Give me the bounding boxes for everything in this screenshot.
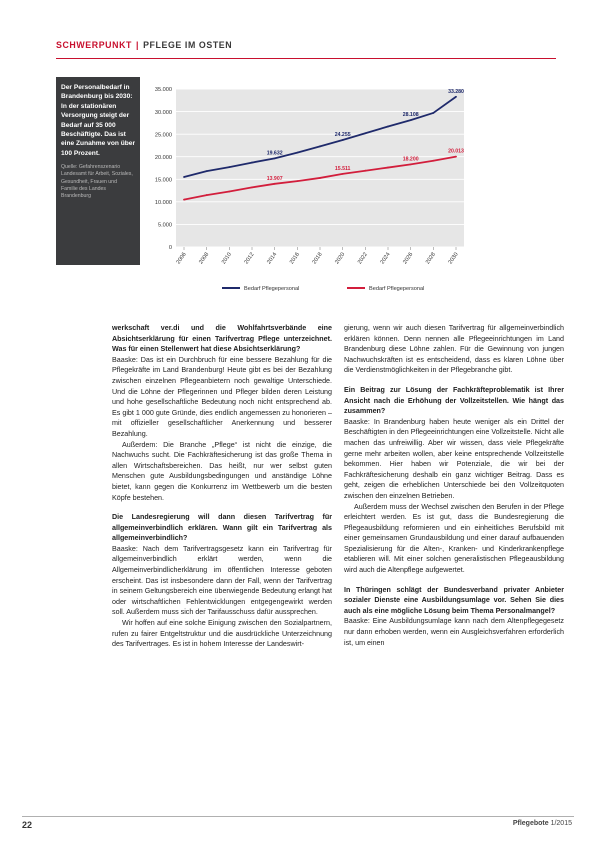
x-tick-label: 2028 — [424, 251, 437, 266]
y-tick-label: 0 — [168, 245, 172, 252]
y-tick-label: 20.000 — [154, 154, 172, 161]
body-paragraph: Außerdem: Die Branche „Pflege“ ist nicht die einzige, die Nachwuchs sucht. Die Fachkräftesicherung ist das große Thema in allen Wirtschaftsbereichen. Das heißt, nur wer selbst guten Menschen gute Ausbildungsbedingungen und anständige Löhne bietet, kann gegen die Konkurrenz im Wettbewerb um die besten Köpfe bestehen. — [112, 440, 332, 502]
series-2-point — [410, 163, 412, 165]
legend-label: Bedarf Pflegepersonal — [369, 286, 425, 292]
x-tick-label: 2026 — [402, 251, 415, 266]
body-paragraph: Baaske: In Brandenburg haben heute weniger als ein Drittel der Beschäftigten in den Pflegeeinrichtungen eine Vollzeitstelle. Nicht alle machen das unfreiwillig. Aber wir wissen, dass viele Pflegekräfte gerne mehr arbeiten wollen, aber keine entsprechende Vollzeitstelle bekommen. Hier haben wir Potenziale, die wir bei der Fachkräftesicherung deshalb ein ganz wichtiger Beitrag. Dass es geht, zeigen die erheblichen Unterschiede bei den Vollzeitquoten zwischen den einzelnen Betrieben. — [344, 417, 564, 500]
x-tick-label: 2024 — [379, 251, 392, 266]
header-rule — [56, 58, 556, 59]
chart-info-box — [56, 77, 140, 265]
series-1-point — [387, 126, 389, 128]
series-1-point — [183, 176, 185, 178]
body-paragraph: Baaske: Eine Ausbildungsumlage kann nach dem Altenpflegegesetz nur dann erhoben werden, wenn ein Ausgleichsverfahren erforderlich ist, um einen — [344, 617, 564, 647]
data-label: 20.013 — [448, 148, 464, 155]
interview-question: Ein Beitrag zur Lösung der Fachkräfteproblematik ist Ihrer Ansicht nach die Erhöhung der Vollzeitstellen. Wie hängt das zusammen? — [344, 385, 564, 416]
y-tick-label: 25.000 — [154, 132, 172, 139]
x-tick-label: 2014 — [266, 251, 279, 266]
series-1-point — [206, 170, 208, 172]
x-tick-label: 2030 — [447, 251, 460, 266]
series-1-point — [342, 139, 344, 141]
data-label: 33.280 — [448, 88, 464, 95]
legend-label: Bedarf Pflegepersonal — [244, 286, 300, 292]
section-separator: | — [136, 40, 140, 50]
magazine-name: Pflegebote — [512, 820, 549, 827]
article-column-right — [344, 323, 564, 648]
series-2-point — [251, 187, 253, 189]
article-column-left — [112, 323, 332, 650]
series-2-point — [432, 160, 434, 162]
interview-question: In Thüringen schlägt der Bundesverband privater Anbieter sozialer Dienste eine Ausbildungsumlage vor. Sehen Sie dies auch als eine mögliche Lösung beim Thema Personalmangel? — [344, 585, 564, 615]
section-title: SCHWERPUNKT — [56, 40, 132, 50]
series-2-point — [296, 180, 298, 182]
x-tick-label: 2010 — [220, 251, 233, 266]
x-tick-label: 2012 — [243, 251, 256, 266]
series-1-point — [364, 132, 366, 134]
series-1-point — [228, 166, 230, 168]
magazine-issue: 1/2015 — [550, 820, 572, 827]
body-paragraph: Wir hoffen auf eine solche Einigung zwischen den Sozialpartnern, rufen zu fairer Entgeltstruktur und die ausdrückliche Unterzeichnung des Tarifvertrages. Es ist in hohem Interesse der Landeswirt- — [112, 619, 332, 649]
subsection-title: PFLEGE IM OSTEN — [143, 40, 233, 50]
y-tick-label: 5.000 — [158, 222, 172, 229]
series-2-point — [455, 156, 457, 158]
line-chart — [142, 77, 472, 297]
data-label: 13.907 — [266, 175, 283, 182]
series-1-point — [432, 112, 434, 114]
data-label: 15.511 — [334, 165, 351, 172]
series-2-point — [319, 177, 321, 179]
series-1-point — [410, 119, 412, 121]
x-tick-label: 2008 — [198, 251, 211, 266]
interview-question: Die Landesregierung will dann diesen Tarifvertrag für allgemeinverbindlich erklären. Wann gilt ein Tarifvertrag als allgemeinverbindlich? — [112, 513, 332, 543]
chart-source: Quelle: Gefahrenszenario Landesamt für Arbeit, Soziales, Gesundheit, Frauen und Familie des Landes Brandenburg — [61, 164, 133, 200]
interview-question: werkschaft ver.di und die Wohlfahrtsverbände eine Absichtserklärung für einen Tarifvertrag Pflege unterzeichnet. Was für einen Stellenwert hat diese Absichtserklärung? — [112, 324, 332, 354]
x-tick-label: 2022 — [356, 251, 369, 266]
data-label: 18.200 — [402, 156, 419, 163]
series-2-point — [387, 167, 389, 169]
series-1-point — [251, 162, 253, 164]
y-tick-label: 15.000 — [154, 177, 172, 184]
data-label: 19.632 — [266, 150, 283, 157]
x-tick-label: 2020 — [334, 251, 347, 266]
y-tick-label: 35.000 — [154, 87, 172, 94]
x-tick-label: 2018 — [311, 251, 324, 266]
personnel-demand-chart — [142, 77, 472, 297]
x-tick-label: 2016 — [288, 251, 301, 266]
series-2-point — [274, 183, 276, 185]
y-tick-label: 10.000 — [154, 200, 172, 207]
body-paragraph: gierung, wenn wir auch diesen Tarifvertrag für allgemeinverbindlich erklären können. Denn nennen alle Pflegeeinrichtungen im Land Brandenburg diese Löhne zahlen. Für die Gewinnung von jungen Nachwuchskräften ist es entscheidend, dass es klaren Löhne über die Verdienstmöglichkeiten in der Pflegebranche gibt. — [344, 324, 564, 375]
series-2-point — [206, 194, 208, 196]
body-paragraph: Baaske: Das ist ein Durchbruch für eine bessere Bezahlung für die Pflegekräfte im Land Brandenburg! Heute gibt es bei der Bezahlung zwischen einzelnen Pflegeanbietern noch gewaltige Unterschiede. Und die Löhne der Pflegerinnen und Pfleger bilden deren Leistung und hohe gesellschaftliche Bedeutung noch nicht entsprechend ab. Es gibt 1 000 gute Gründe, dies endlich angemessen zu honorieren – mit offizieller gesellschaftlicher Anerkennung und besserer Bezahlung. — [112, 355, 332, 438]
body-paragraph: Baaske: Nach dem Tarifvertragsgesetz kann ein Tarifvertrag für allgemeinverbindlich erklärt werden, wenn die Allgemeinverbindlicherklärung im öffentlichen Interesse geboten erscheint. Das ist insbesondere dann der Fall, wenn der Tarifvertrag in seinem Geltungsbereich eine überwiegende Bedeutung erlangt hat oder wirtschaftlichen Fehlentwicklungen entgegengewirkt werden soll. Außerdem muss sich der Tarifausschuss dafür aussprechen. — [112, 544, 332, 617]
x-tick-label: 2006 — [175, 251, 188, 266]
series-1-point — [296, 152, 298, 154]
series-2-point — [342, 173, 344, 175]
series-1-point — [455, 96, 457, 98]
series-2-point — [228, 191, 230, 193]
series-1-point — [274, 157, 276, 159]
data-label: 28.108 — [402, 112, 419, 119]
series-1-point — [319, 145, 321, 147]
body-paragraph: Außerdem muss der Wechsel zwischen den Berufen in der Pflege erleichtert werden. Es ist gut, dass die Bundesregierung die Pflegeausbildung reformieren und ein einheitliches Berufsbild mit einer gemeinsamen Grundausbildung und einer darauf aufbauenden Spezialisierung für die Alten-, Kranken- und Kinderkrankenpflege etablieren will. Mit einer solchen generalistischen Pflegeausbildung wird auch die Altenpflege aufgewertet. — [344, 502, 564, 575]
footer-rule — [22, 816, 574, 817]
chart-caption: Der Personalbedarf in Brandenburg bis 2030: In der stationären Versorgung steigt der Bedarf auf 35 000 Beschäftigte. Das ist eine Zunahme von über 100 Prozent. — [61, 84, 136, 157]
y-tick-label: 30.000 — [154, 109, 172, 116]
section-header — [56, 40, 556, 56]
page-number: 22 — [22, 820, 33, 830]
series-2-point — [183, 199, 185, 201]
data-label: 24.255 — [334, 132, 351, 139]
series-2-point — [364, 170, 366, 172]
magazine-footer — [513, 820, 572, 827]
